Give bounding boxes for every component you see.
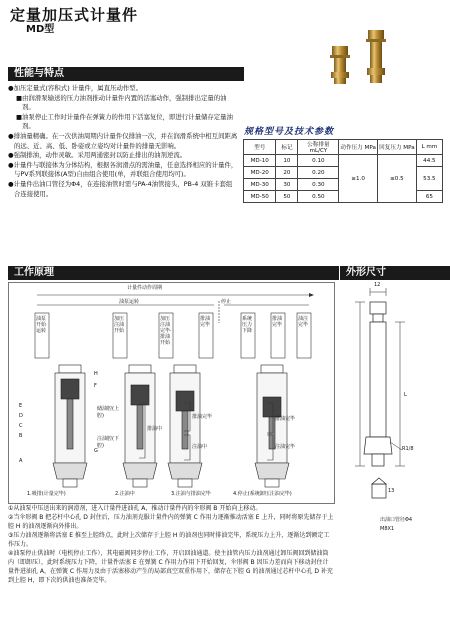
feature-text: 强制排油，动作灵敏。采用两通密封以防止排出的油剂逆流。	[13, 151, 187, 160]
stage-label: 油注完毕	[298, 316, 309, 328]
feature-item	[8, 180, 238, 199]
spec-header: 公称排量 mL/CY	[298, 140, 339, 155]
model-subtitle: MD型	[26, 24, 55, 35]
valve-section	[53, 365, 87, 487]
features-heading: 性能与特点	[8, 67, 244, 81]
label-e: E	[19, 403, 23, 409]
page-title: 定量加压式计量件	[10, 6, 139, 24]
table-row: MD-20 20 0.20 53.5	[244, 167, 443, 179]
label-c: C	[19, 423, 23, 429]
work-description	[8, 504, 334, 585]
bullet-icon: ●	[8, 160, 14, 169]
dim-hex: 13	[388, 488, 395, 494]
stage-label: 排油完毕	[272, 316, 283, 328]
valve-section	[255, 365, 289, 487]
inject-chamber-label: 注油腔(下腔)	[97, 436, 119, 449]
fitting-tall	[366, 30, 386, 83]
l-mid: 53.5	[416, 167, 442, 191]
feature-item	[8, 113, 238, 132]
stage-label: 加压注油开始	[114, 316, 125, 334]
feature-item	[8, 84, 238, 94]
feature-text: 计量件出油口管径为Φ4，在连接油管时需与PA-4油管接头，PB-4 双锥卡套组合连接使用。	[13, 179, 233, 198]
pump-run-label: 油泵运转	[119, 299, 140, 305]
inject-done-label: 注油完毕	[275, 444, 296, 450]
label-b: B	[19, 433, 23, 439]
feature-text: 计量件与联接体为分体结构，根据各润滑点的需油量，任意选择相应的计量件，与PV系列联接体(A型)自由组合使用(单，并联组合使用均可)。	[13, 160, 238, 179]
bullet-icon: ●	[8, 131, 14, 140]
dim-thread-r: R1/8	[402, 446, 414, 452]
thread-label: M8X1	[380, 526, 395, 532]
feature-item	[8, 132, 238, 151]
table-row: MD-10 10 0.10 ≥1.0 ≤0.5 44.5	[244, 155, 443, 167]
feature-text: 油泵停止工作时计量件在弹簧力的作用下活塞复位，即进行计量储存定量油剂。	[22, 112, 233, 131]
bullet-icon: ●	[8, 84, 14, 92]
label-f: F	[94, 383, 97, 389]
dimension-drawing	[340, 282, 444, 542]
table-row: MD-30 30 0.30	[244, 179, 443, 191]
caption: 4.停止(系统卸压注油完毕)	[233, 491, 292, 497]
stage-label: 排油完毕	[200, 316, 211, 328]
spec-header: 动作压力 MPa	[339, 140, 378, 155]
return-pressure: ≤0.5	[378, 155, 417, 203]
caption: 3.注油与排油完毕	[171, 491, 211, 497]
bullet-icon: ■	[16, 112, 23, 121]
bullet-icon: ●	[8, 179, 14, 188]
label-h: H	[94, 371, 98, 377]
spec-header: L mm	[416, 140, 442, 155]
label-g: G	[94, 448, 98, 454]
label-d: D	[19, 413, 23, 419]
pump-stop-label: 停止	[221, 299, 232, 305]
feature-item	[8, 161, 238, 180]
description-paragraph: ①从油泵中压送出来的润滑剂，进入计量件进油孔 A，推动计量件内的伞形阀 B 开始向上移动。	[8, 505, 262, 512]
dim-l: L	[404, 392, 407, 398]
store-chamber-label: 储油腔(上腔)	[97, 406, 119, 419]
dims-heading: 外形尺寸	[340, 266, 450, 280]
stage-label: 系统压力下降	[242, 316, 253, 334]
feature-item	[8, 151, 238, 161]
table-row: MD-50 50 0.50 65	[244, 191, 443, 203]
outlet-label: 出油口管径Φ4	[380, 517, 413, 523]
caption: 1.吸排(计量完毕)	[27, 491, 66, 497]
stage-label: 油泵开始运转	[36, 316, 47, 334]
label-a: A	[19, 458, 23, 464]
work-heading: 工作原理	[8, 266, 339, 280]
feature-text: 由润滑泵输送的压力油剂推动计量件内置的活塞动作，强制排出定量的油剂。	[22, 93, 227, 112]
feature-item	[8, 94, 238, 113]
dim-width: 12	[374, 282, 381, 288]
description-paragraph: ③压力油剂逐渐将活塞 E 推至上腔终点，此时上次储存于上腔 H 的油剂也同时排油完毕，系统压力上升，逐渐达到额定工作压力。	[8, 532, 330, 548]
discharge-label: 排油中	[147, 426, 163, 432]
feature-text: 排油量精确。在一次供油周期内计量件仅排油一次，并在润滑系统中相互间距离的远、近、高、低、卧姿或立姿均对计量件的排量无影响。	[13, 131, 238, 150]
spec-header: 回复压力 MPa	[378, 140, 417, 155]
feature-text: 加压定量式(容积式) 计量件，属直压动作型。	[13, 84, 143, 92]
spec-header: 标记	[276, 140, 298, 155]
caption: 2.注油中	[115, 491, 135, 497]
work-diagram	[8, 282, 335, 504]
cycle-label: 计量件动作周期	[127, 285, 163, 291]
spec-header: 型号	[244, 140, 276, 155]
discharge-done-label: 排油完毕	[192, 414, 213, 420]
description-paragraph: ②当伞形阀 B 把芯杆中心孔 D 封住后，压力油剂克服计量件内的弹簧 C 作用力逐渐推动活塞 E 上升，同时将原先储存于上腔 H 的油剂逐渐向外排出。	[8, 514, 334, 530]
discharge-done-label-2: 排油完毕	[275, 416, 296, 422]
bullet-icon: ■	[16, 93, 23, 102]
features-list	[8, 84, 238, 199]
action-pressure: ≥1.0	[339, 155, 378, 203]
description-paragraph: ④油泵停止供油时（电机停止工作），其电磁阀同步停止工作，开启回油通道。使主油管内压力油剂通过卸压阀回到储油筒内（即卸压），此时系统压力下降，计量件活塞 E 在弹簧 C 作用力作用下开始回复，伞形阀 B 因压力差而向下移动封住计量件进油孔 A，在弹簧 C 作用力及由于活塞移动产生的局部真空双重作用下，储存在下腔 G 的油剂通过芯杆中心孔 D 补充到上腔 H，即下次的供油也准备完毕。	[8, 550, 333, 584]
fitting-short	[330, 46, 350, 84]
inject-label: 注油中	[192, 444, 208, 450]
spec-table	[243, 139, 443, 203]
valve-section	[168, 365, 202, 487]
spec-title: 规格型号及技术参数	[244, 127, 335, 137]
bullet-icon: ●	[8, 151, 14, 160]
stage-label: 加压注油完毕·排油开始	[160, 316, 172, 346]
product-photo	[318, 28, 404, 86]
